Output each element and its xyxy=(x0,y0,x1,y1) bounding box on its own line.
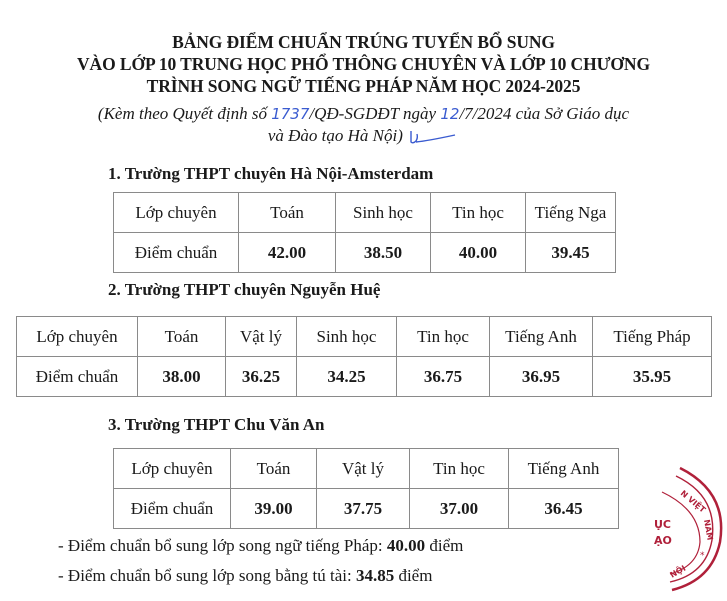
score-cell: 34.25 xyxy=(297,357,397,397)
table-row xyxy=(17,357,712,397)
score-cell: 42.00 xyxy=(239,233,336,273)
score-cell: 36.95 xyxy=(490,357,593,397)
subject-cell: Tin học xyxy=(410,449,509,489)
table-row xyxy=(114,449,619,489)
table-row xyxy=(114,489,619,529)
note-value: 40.00 xyxy=(386,536,426,555)
subject-cell: Sinh học xyxy=(336,193,431,233)
row-label: Điểm chuẩn xyxy=(17,357,138,397)
handwritten-day: 12 xyxy=(440,105,460,123)
subject-cell: Tiếng Pháp xyxy=(593,317,712,357)
subject-cell: Toán xyxy=(138,317,226,357)
note-text: - Điểm chuẩn bổ sung lớp song bằng tú tài: xyxy=(58,566,356,585)
note-value: 34.85 xyxy=(355,566,395,585)
table-row xyxy=(114,193,616,233)
svg-text:NAM: NAM xyxy=(702,518,715,541)
row-label: Điểm chuẩn xyxy=(114,233,239,273)
subtitle-text: (Kèm theo Quyết định số xyxy=(97,104,272,123)
note-dual-diploma xyxy=(58,565,432,587)
subtitle-text: /QĐ-SGDĐT ngày xyxy=(309,104,441,123)
subtitle-text: và Đào tạo Hà Nội) xyxy=(267,126,403,145)
table-row xyxy=(114,233,616,273)
official-stamp-icon xyxy=(650,462,727,597)
subtitle-line-2 xyxy=(0,125,727,147)
score-cell: 40.00 xyxy=(431,233,526,273)
row-label: Lớp chuyên xyxy=(114,449,231,489)
score-cell: 37.75 xyxy=(317,489,410,529)
note-text: điểm xyxy=(394,566,433,585)
title-line-2: VÀO LỚP 10 TRUNG HỌC PHỔ THÔNG CHUYÊN VÀ LỚP 10 CHƯƠNG xyxy=(77,54,650,74)
svg-text:NỘI: NỘI xyxy=(668,563,688,580)
subject-cell: Tin học xyxy=(397,317,490,357)
note-french-bilingual xyxy=(58,535,463,557)
score-cell: 39.00 xyxy=(231,489,317,529)
handwritten-decision-number: 1737 xyxy=(271,105,310,123)
subject-cell: Tiếng Anh xyxy=(509,449,619,489)
title-line-3: TRÌNH SONG NGỮ TIẾNG PHÁP NĂM HỌC 2024-2025 xyxy=(146,76,581,96)
score-table-3 xyxy=(113,448,619,529)
row-label: Điểm chuẩn xyxy=(114,489,231,529)
subject-cell: Tiếng Anh xyxy=(490,317,593,357)
signature-icon xyxy=(407,129,459,145)
score-cell: 35.95 xyxy=(593,357,712,397)
note-text: điểm xyxy=(425,536,464,555)
subject-cell: Tiếng Nga xyxy=(526,193,616,233)
subject-cell: Vật lý xyxy=(226,317,297,357)
svg-text:*: * xyxy=(700,551,705,561)
score-table-2 xyxy=(16,316,712,397)
note-text: - Điểm chuẩn bổ sung lớp song ngữ tiếng Pháp: xyxy=(58,536,387,555)
subject-cell: Toán xyxy=(239,193,336,233)
section-2-heading: 2. Trường THPT chuyên Nguyễn Huệ xyxy=(108,280,381,299)
row-label: Lớp chuyên xyxy=(17,317,138,357)
subject-cell: Vật lý xyxy=(317,449,410,489)
svg-text:ỤC: ỤC xyxy=(654,518,672,531)
score-cell: 39.45 xyxy=(526,233,616,273)
section-1-heading: 1. Trường THPT chuyên Hà Nội-Amsterdam xyxy=(108,164,434,183)
subject-cell: Toán xyxy=(231,449,317,489)
score-cell: 38.50 xyxy=(336,233,431,273)
svg-text:ẠO: ẠO xyxy=(654,534,672,547)
subtitle-text: /7/2024 của Sở Giáo dục xyxy=(459,104,630,123)
table-row xyxy=(17,317,712,357)
row-label: Lớp chuyên xyxy=(114,193,239,233)
score-table-1 xyxy=(113,192,616,273)
subject-cell: Tin học xyxy=(431,193,526,233)
score-cell: 36.75 xyxy=(397,357,490,397)
score-cell: 38.00 xyxy=(138,357,226,397)
subject-cell: Sinh học xyxy=(297,317,397,357)
score-cell: 36.25 xyxy=(226,357,297,397)
section-3-heading: 3. Trường THPT Chu Văn An xyxy=(108,415,325,434)
svg-text:N VIỆT: N VIỆT xyxy=(678,488,708,515)
score-cell: 36.45 xyxy=(509,489,619,529)
title-line-1: BẢNG ĐIỂM CHUẨN TRÚNG TUYỂN BỔ SUNG xyxy=(172,32,555,52)
score-cell: 37.00 xyxy=(410,489,509,529)
subtitle-line-1 xyxy=(0,103,727,125)
